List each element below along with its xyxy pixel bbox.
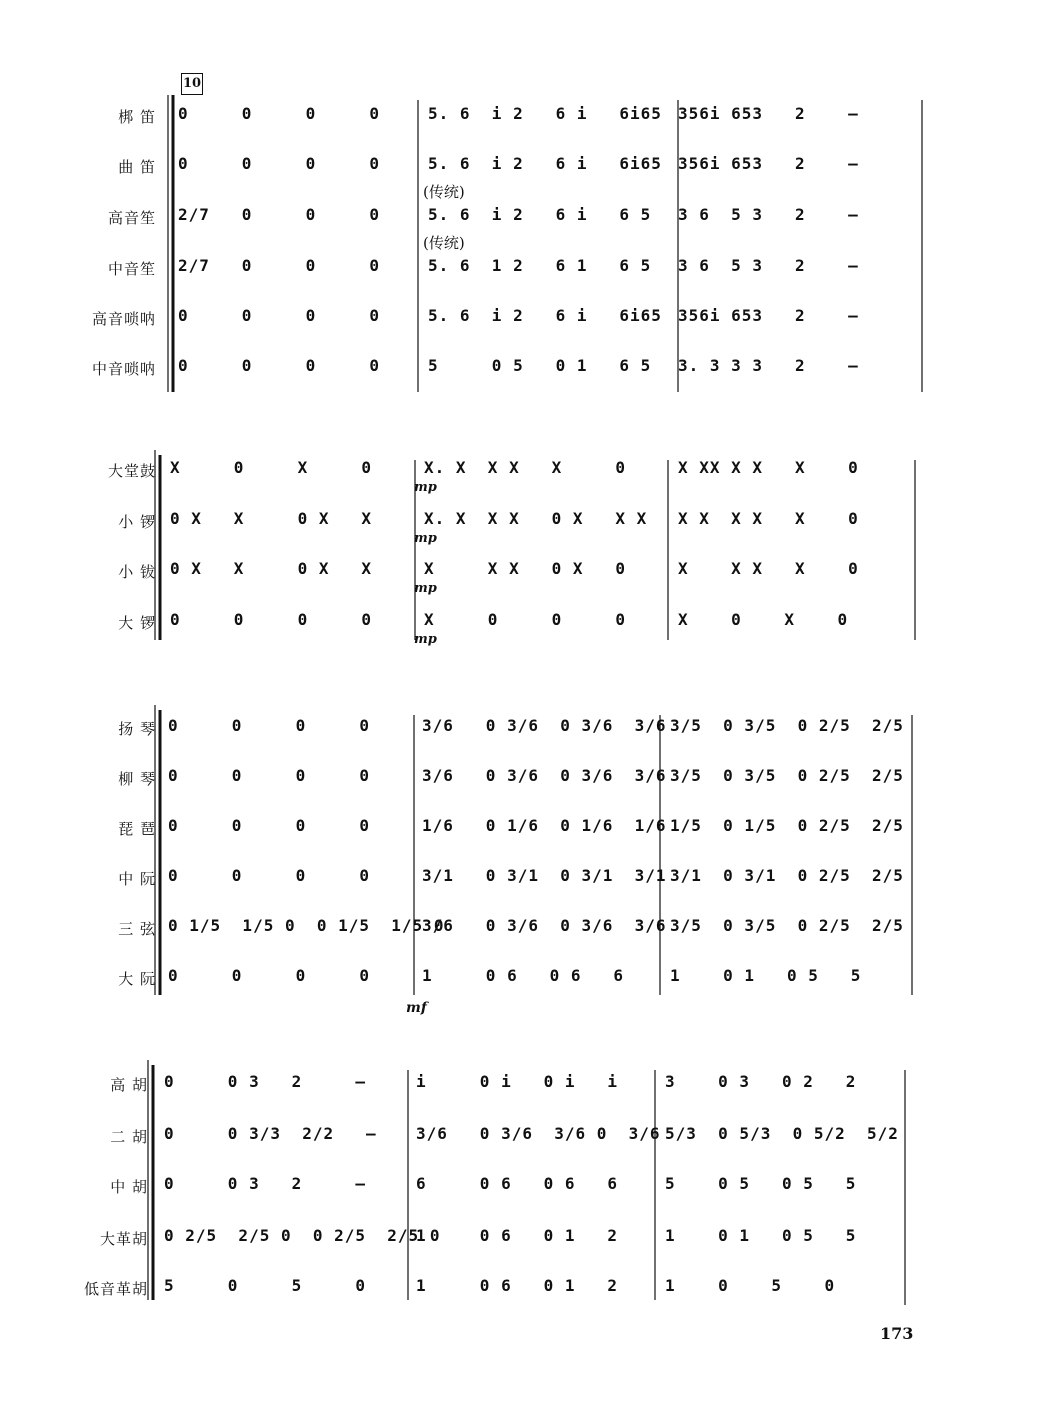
measure-3: 3. 3 3 3 2 –: [678, 356, 859, 375]
measure-1: 0 0 0 0: [168, 766, 371, 785]
measure-1: 0 1/5 1/5 0 0 1/5 1/5 0: [168, 916, 445, 935]
measure-3: 356i 653 2 –: [678, 104, 859, 123]
measure-3: 5/3 0 5/3 0 5/2 5/2: [665, 1124, 899, 1143]
measure-1: 2/7 0 0 0: [178, 205, 381, 224]
page-number: 173: [880, 1324, 914, 1343]
staff-row: [0, 606, 1040, 646]
staff-row: [0, 1222, 1040, 1262]
measure-2: X. X X X 0 X X X: [424, 509, 648, 528]
instrument-label: 梆 笛: [118, 108, 156, 126]
staff-row: [0, 712, 1040, 752]
rehearsal-mark: 10: [181, 73, 203, 95]
measure-3: 356i 653 2 –: [678, 154, 859, 173]
instrument-label: 高音唢呐: [91, 310, 156, 328]
measure-3: 3 6 5 3 2 –: [678, 256, 859, 275]
instrument-label: 中音笙: [107, 260, 156, 278]
measure-1: 5 0 5 0: [164, 1276, 367, 1295]
instrument-label: 小 锣: [118, 513, 156, 531]
measure-2: 5. 6 i 2 6 i 6i65: [428, 104, 662, 123]
staff-row: [0, 1068, 1040, 1108]
staff-row: [0, 505, 1040, 545]
staff-row: [0, 100, 1040, 140]
measure-3: 3/5 0 3/5 0 2/5 2/5: [670, 916, 904, 935]
instrument-label: 三 弦: [118, 920, 156, 938]
measure-2: 1 0 6 0 6 6: [422, 966, 625, 985]
staff-row: [0, 183, 1040, 241]
dynamic-mark: mp: [414, 531, 437, 546]
measure-2: 3/6 0 3/6 0 3/6 3/6: [422, 766, 667, 785]
instrument-label: 琵 琶: [118, 820, 156, 838]
measure-3: 356i 653 2 –: [678, 306, 859, 325]
instrument-label: 中 胡: [110, 1178, 148, 1196]
measure-3: X X X X X 0: [678, 509, 859, 528]
instrument-label: 中 阮: [118, 870, 156, 888]
measure-3: 5 0 5 0 5 5: [665, 1174, 857, 1193]
measure-1: X 0 X 0: [170, 458, 373, 477]
instrument-label: 低音革胡: [83, 1280, 148, 1298]
measure-2: X 0 0 0: [424, 610, 627, 629]
measure-3: 3 6 5 3 2 –: [678, 205, 859, 224]
instrument-label: 柳 琴: [118, 770, 156, 788]
measure-2: 1 0 6 0 1 2: [416, 1226, 619, 1245]
instrument-label: 大堂鼓: [107, 462, 156, 480]
measure-2: 5. 6 i 2 6 i 6i65: [428, 306, 662, 325]
measure-1: 0 2/5 2/5 0 0 2/5 2/5 0: [164, 1226, 441, 1245]
instrument-label: 二 胡: [110, 1128, 148, 1146]
measure-3: X XX X X X 0: [678, 458, 859, 477]
measure-1: 0 0 0 0: [170, 610, 373, 629]
staff-row: [0, 1120, 1040, 1160]
staff-row: [0, 1272, 1040, 1312]
dynamic-mark: mp: [414, 480, 437, 495]
measure-2: 3/6 0 3/6 0 3/6 3/6: [422, 716, 667, 735]
measure-1: 0 0 3/3 2/2 –: [164, 1124, 377, 1143]
performance-note: (传统): [423, 183, 465, 201]
measure-2: 3/6 0 3/6 0 3/6 3/6: [422, 916, 667, 935]
measure-2: 6 0 6 0 6 6: [416, 1174, 619, 1193]
measure-3: 1/5 0 1/5 0 2/5 2/5: [670, 816, 904, 835]
staff-row: [0, 862, 1040, 902]
measure-2: 1/6 0 1/6 0 1/6 1/6: [422, 816, 667, 835]
measure-1: 0 0 0 0: [178, 356, 381, 375]
staff-row: [0, 555, 1040, 595]
measure-3: 3/5 0 3/5 0 2/5 2/5: [670, 716, 904, 735]
instrument-label: 大革胡: [99, 1230, 148, 1248]
instrument-label: 曲 笛: [118, 158, 156, 176]
measure-2: X. X X X X 0: [424, 458, 627, 477]
dynamic-mark: mp: [414, 581, 437, 596]
instrument-label: 高音笙: [107, 209, 156, 227]
measure-1: 0 0 0 0: [178, 306, 381, 325]
measure-1: 0 0 0 0: [168, 866, 371, 885]
staff-row: [0, 234, 1040, 292]
measure-2: 5. 6 i 2 6 i 6 5: [428, 205, 652, 224]
performance-note: (传统): [423, 234, 465, 252]
dynamic-mark: mf: [406, 1000, 427, 1016]
measure-1: 0 0 0 0: [168, 816, 371, 835]
measure-3: 3/1 0 3/1 0 2/5 2/5: [670, 866, 904, 885]
measure-2: 5. 6 1 2 6 1 6 5: [428, 256, 652, 275]
measure-2: 5. 6 i 2 6 i 6i65: [428, 154, 662, 173]
staff-row: [0, 352, 1040, 392]
instrument-label: 高 胡: [110, 1076, 148, 1094]
staff-row: [0, 454, 1040, 494]
measure-3: X X X X 0: [678, 559, 859, 578]
instrument-label: 大 阮: [118, 970, 156, 988]
dynamic-mark: mp: [414, 632, 437, 647]
measure-2: 3/6 0 3/6 3/6 0 3/6: [416, 1124, 661, 1143]
staff-row: [0, 1170, 1040, 1210]
measure-2: 1 0 6 0 1 2: [416, 1276, 619, 1295]
measure-2: 5 0 5 0 1 6 5: [428, 356, 652, 375]
staff-row: [0, 762, 1040, 802]
instrument-label: 中音唢呐: [91, 360, 156, 378]
measure-1: 0 X X 0 X X: [170, 559, 373, 578]
staff-row: [0, 150, 1040, 190]
instrument-label: 扬 琴: [118, 720, 156, 738]
staff-row: [0, 302, 1040, 342]
measure-2: i 0 i 0 i i: [416, 1072, 619, 1091]
measure-3: 1 0 1 0 5 5: [670, 966, 862, 985]
measure-3: X 0 X 0: [678, 610, 849, 629]
instrument-label: 小 钹: [118, 563, 156, 581]
staff-row: [0, 812, 1040, 852]
measure-3: 1 0 1 0 5 5: [665, 1226, 857, 1245]
measure-1: 0 0 0 0: [178, 104, 381, 123]
measure-3: 3/5 0 3/5 0 2/5 2/5: [670, 766, 904, 785]
measure-2: 3/1 0 3/1 0 3/1 3/1: [422, 866, 667, 885]
measure-1: 0 0 3 2 –: [164, 1072, 367, 1091]
staff-row: [0, 912, 1040, 952]
measure-1: 0 0 3 2 –: [164, 1174, 367, 1193]
measure-1: 2/7 0 0 0: [178, 256, 381, 275]
instrument-label: 大 锣: [118, 614, 156, 632]
measure-1: 0 X X 0 X X: [170, 509, 373, 528]
measure-1: 0 0 0 0: [168, 716, 371, 735]
measure-3: 3 0 3 0 2 2: [665, 1072, 857, 1091]
staff-row: [0, 962, 1040, 1002]
measure-2: X X X 0 X 0: [424, 559, 627, 578]
measure-1: 0 0 0 0: [168, 966, 371, 985]
measure-3: 1 0 5 0: [665, 1276, 836, 1295]
measure-1: 0 0 0 0: [178, 154, 381, 173]
